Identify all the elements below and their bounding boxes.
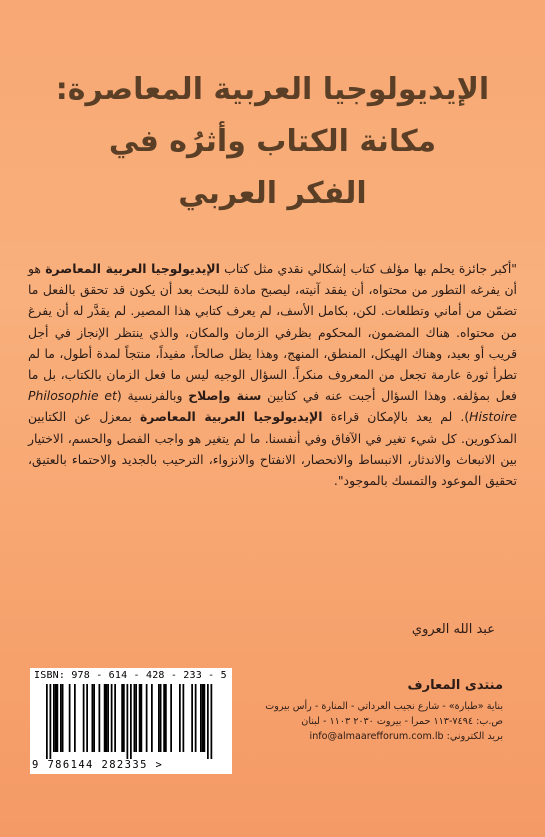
barcode-bar	[62, 684, 64, 752]
isbn-barcode	[30, 668, 232, 774]
barcode-bar	[107, 684, 109, 752]
blurb-text-3: وبالفرنسية (	[116, 388, 189, 404]
barcode-bar	[204, 684, 206, 752]
barcode-bar	[151, 684, 153, 752]
title-line-2: مكانة الكتاب وأثرُه في	[108, 124, 437, 159]
blurb-book-title-2: سنة وإصلاح	[188, 388, 262, 404]
barcode-bar	[130, 684, 132, 759]
publisher-email-line	[243, 729, 503, 744]
blurb-text-2: هو أن يفرغه التطور من محتواه، أن يفقد آنيته، ليصبح مادة للبحث بعد أن يكون قد تحقق بالفعل ما تضمّن من أماني وتطلعات. لكن، بكامل الأسف، لم يعرف كتابي هذا المصير. لم يقدَّر له أن يفرغ من محتواه. هناك المضمون، المحكوم بظرفي الزمان والمكان، والذي ينتظر الإنجاز في أجل قريب أو بعيد، وهناك الهيكل، المنطق، المنهج، وهذا يظل صالحاً، مفيداً، منتجاً لمدة أطول، ما لم تطرأ ثورة عارمة تجعل من المعروف منكراً. السؤال الوجيه ليس ما فعل الزمان بالكتاب، بل ما فعل بمؤلفه. وهذا السؤال أجبت عنه في كتابين	[28, 261, 517, 404]
barcode-bar	[99, 684, 101, 752]
barcode-bar	[121, 684, 123, 752]
barcode-bar	[183, 684, 185, 752]
barcode-bar	[207, 684, 209, 759]
publisher-address: بناية «طبارة» - شارع نجيب العرداتي - المنارة - رأس بيروت	[265, 701, 503, 712]
barcode-digits: 9 786144 282335 >	[32, 759, 164, 771]
barcode-bar	[191, 684, 193, 752]
barcode-bar	[211, 684, 213, 759]
email-label: بريد الكتروني:	[446, 731, 503, 742]
author-signature: عبد الله العروي	[411, 622, 495, 637]
barcode-bar	[160, 684, 162, 752]
barcode-bar	[127, 684, 129, 759]
title-line-1: الإيديولوجيا العربية المعاصرة:	[55, 72, 490, 107]
barcode-bar	[195, 684, 197, 752]
barcode-bar	[139, 684, 141, 752]
isbn-label: ISBN: 978 - 614 - 428 - 233 - 5	[34, 670, 227, 681]
barcode-bar	[46, 684, 48, 759]
barcode-bar	[163, 684, 165, 752]
publisher-pobox: ص.ب: ٧٤٩٤-١١٣ حمرا - بيروت ٢٠٣٠ ١١٠٣ - لبنان	[301, 716, 503, 727]
title-line-3: الفكر العربي	[178, 176, 367, 211]
barcode-bar	[104, 684, 106, 752]
barcode-bar	[111, 684, 113, 752]
blurb-text-4: ). لم يعد بالإمكان قراءة	[322, 409, 470, 425]
barcode-bar	[179, 684, 181, 752]
barcode-bar	[135, 684, 137, 752]
barcode-bar	[86, 684, 88, 752]
barcode-bar	[146, 684, 148, 752]
barcode-bar	[74, 684, 76, 752]
publisher-name: منتدى المعارف	[407, 678, 503, 693]
barcode-bar	[114, 684, 116, 752]
barcode-bar	[134, 684, 136, 752]
barcode-bar	[158, 684, 160, 752]
barcode-bar	[60, 684, 62, 752]
barcode-bar	[141, 684, 143, 752]
email-address[interactable]: info@almaarefforum.com.lb	[309, 731, 444, 742]
barcode-bar	[92, 684, 94, 752]
barcode-bar	[93, 684, 95, 752]
barcode-icon	[36, 684, 226, 759]
back-cover-blurb	[28, 258, 517, 491]
barcode-bar	[106, 684, 108, 752]
barcode-bar	[83, 684, 85, 752]
blurb-text-5: بمعزل عن الكتابين المذكورين. كل شيء تغير في الآفاق وفي أنفسنا. ما لم يتغير هو واجب الفصل والحسم، الاختيار بين الانبعاث والاندثار، الانبساط والانحصار، الانفتاح والانزواء، الترحيب بالجديد والاحتماء بالعتيق، تحقيق الموعود والتمسك بالموجود".	[28, 409, 517, 489]
blurb-book-title-3: الإيديولوجيا العربية المعاصرة	[139, 409, 323, 425]
barcode-bar	[55, 684, 57, 752]
barcode-bar	[53, 684, 55, 752]
blurb-book-title-1: الإيديولوجيا العربية المعاصرة	[45, 261, 220, 276]
barcode-bar	[165, 684, 167, 752]
blurb-text-1: "أكبر جائزة يحلم بها مؤلف كتاب إشكالي نقدي مثل كتاب	[219, 261, 518, 276]
barcode-bar	[200, 684, 202, 752]
blurb-french-title: Philosophie et Histoire	[28, 388, 517, 425]
barcode-bar	[170, 684, 172, 752]
publisher-info	[243, 678, 503, 744]
barcode-bar	[57, 684, 59, 752]
barcode-bar	[123, 684, 125, 752]
barcode-bar	[50, 684, 52, 759]
barcode-bar	[69, 684, 71, 752]
barcode-bar	[202, 684, 204, 752]
